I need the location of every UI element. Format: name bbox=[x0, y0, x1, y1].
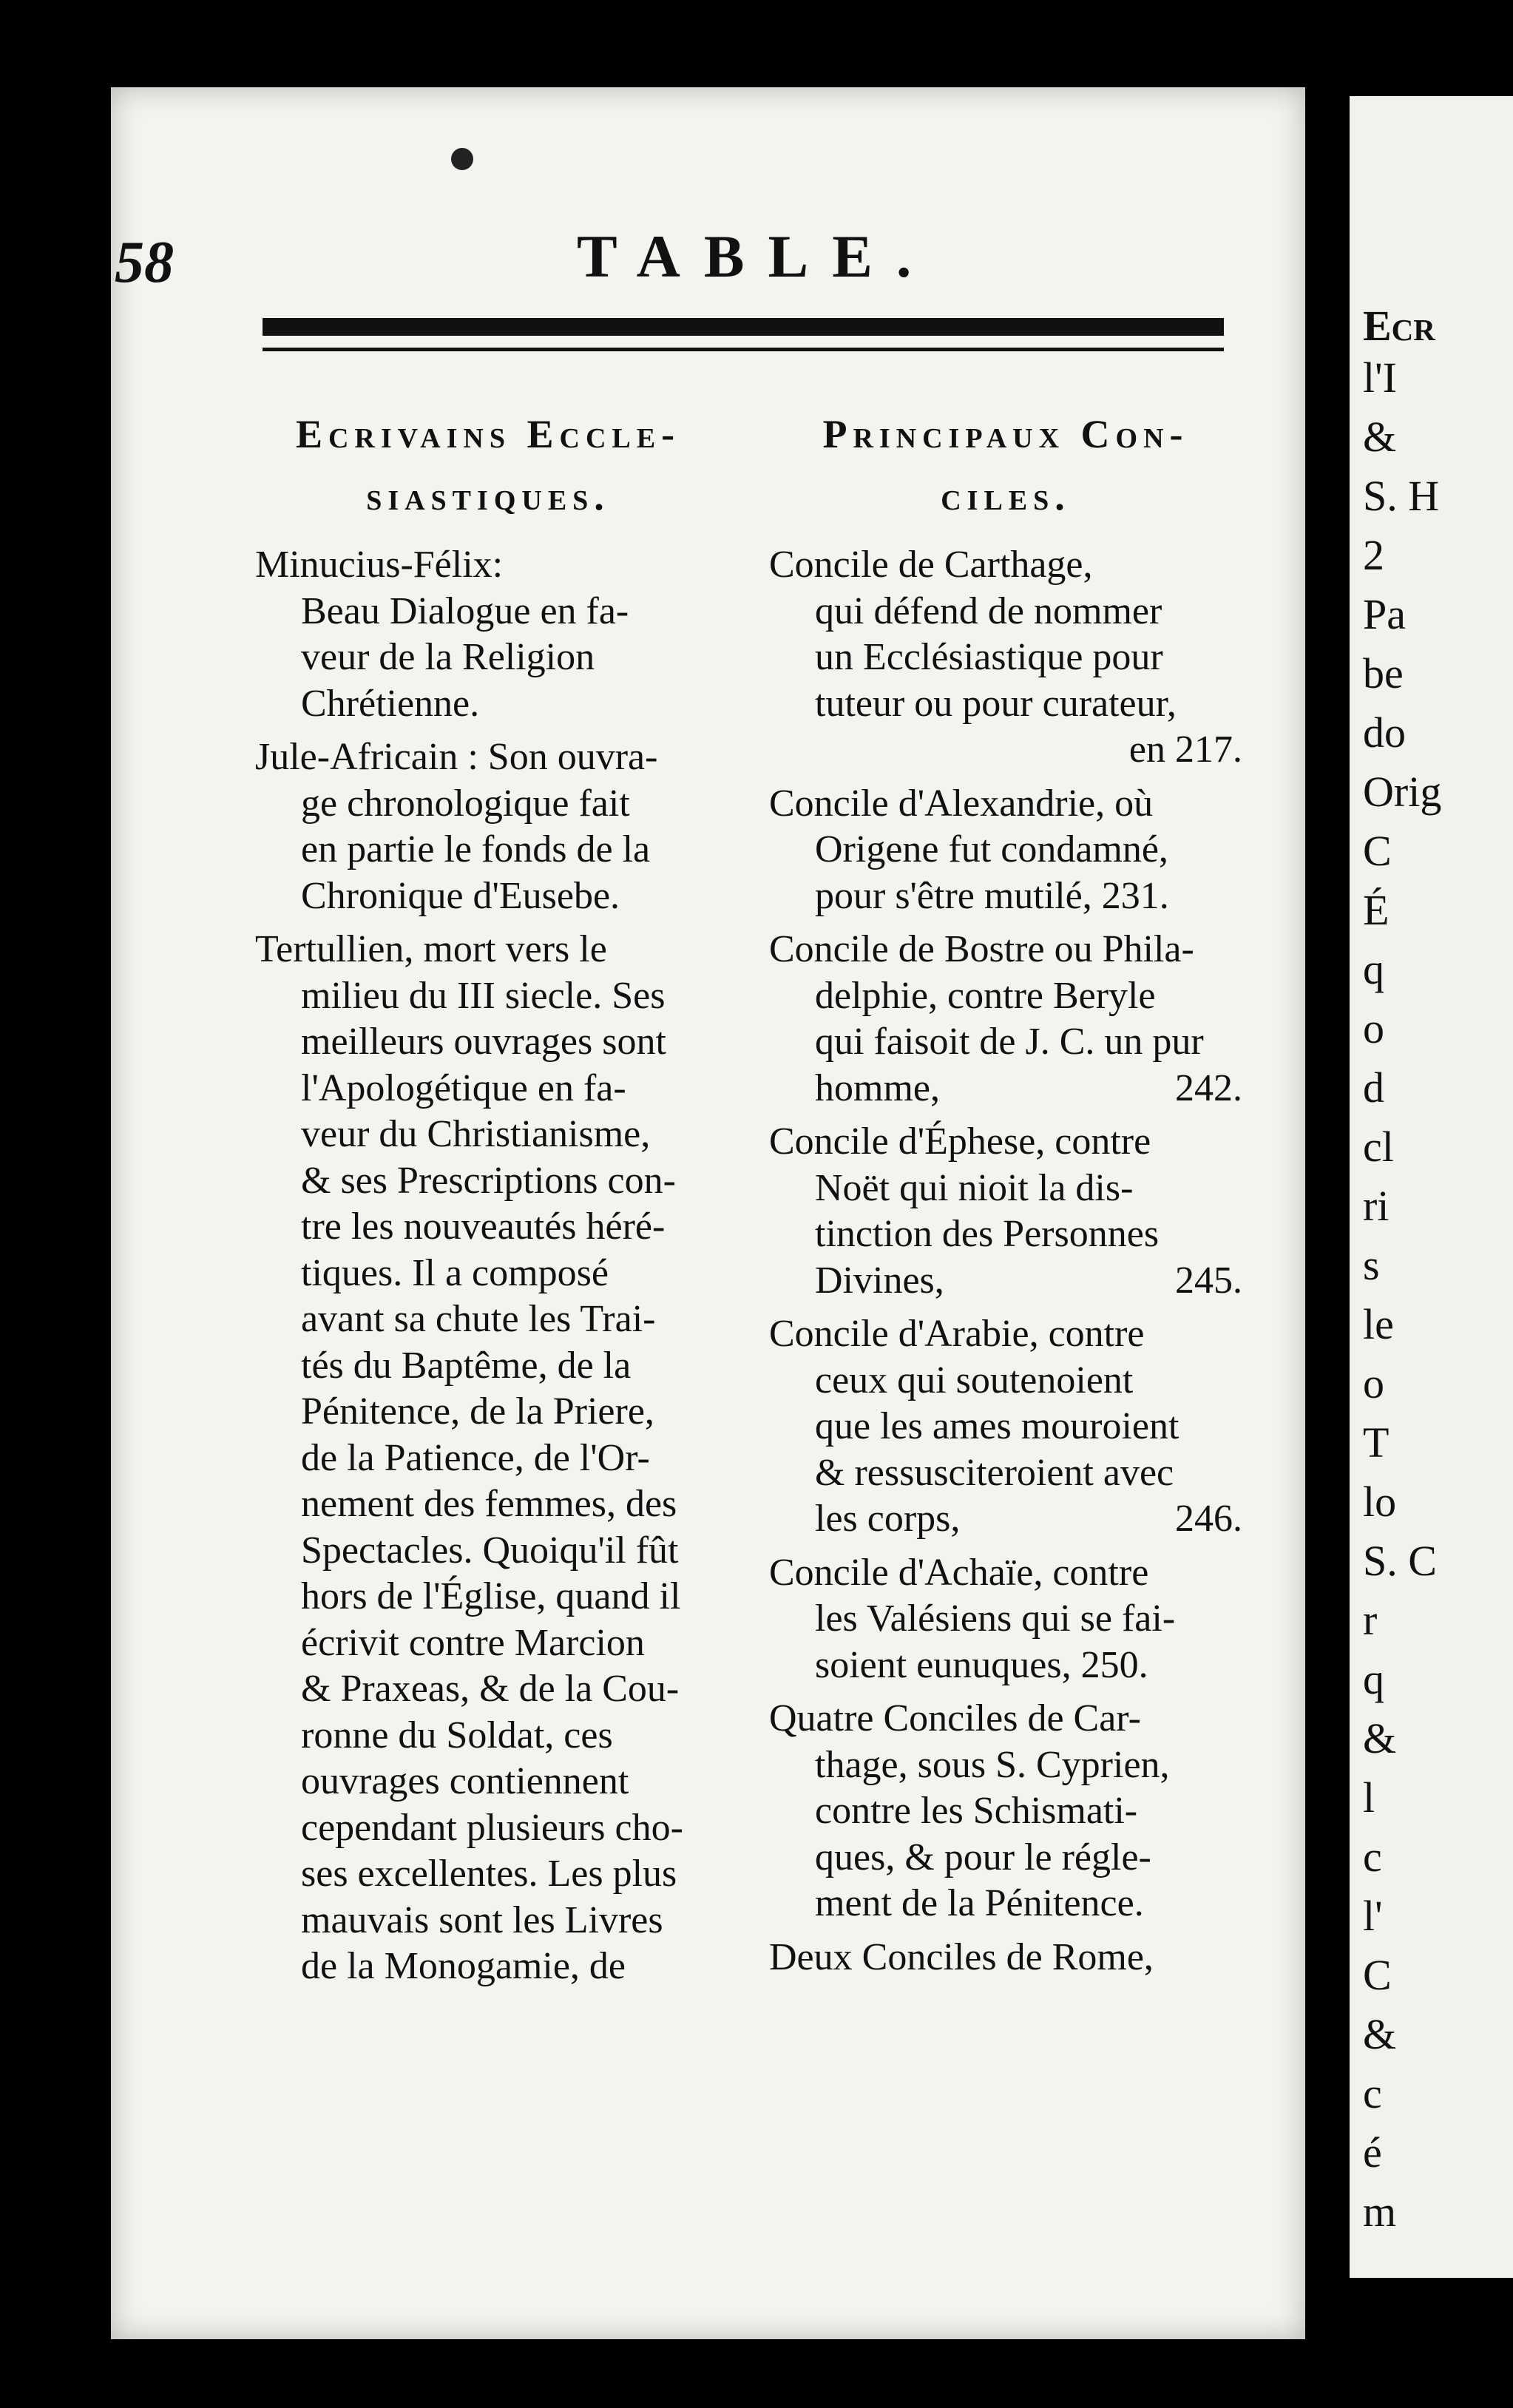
entry-line: Chronique d'Eusebe. bbox=[301, 874, 620, 917]
entry-line: mauvais sont les Livres bbox=[301, 1898, 663, 1941]
entry-line: qui faisoit de J. C. un pur bbox=[815, 1021, 1204, 1063]
entry-line: Noët qui nioit la dis- bbox=[815, 1166, 1134, 1209]
entry-text: les corps, bbox=[815, 1498, 961, 1540]
entry-line: de la Monogamie, de bbox=[301, 1945, 626, 1987]
heading-line: Principaux Con- bbox=[822, 412, 1189, 456]
table-entry bbox=[769, 781, 1242, 920]
entry-text: Divines, bbox=[815, 1259, 944, 1302]
entry-line bbox=[769, 1258, 1242, 1305]
entry-line: tre les nouveautés héré- bbox=[301, 1205, 666, 1248]
entry-line: ses excellentes. Les plus bbox=[301, 1853, 677, 1895]
header-rule-thin bbox=[263, 348, 1224, 351]
entry-line: milieu du III siecle. Ses bbox=[301, 974, 666, 1017]
facing-page-line: q bbox=[1363, 1655, 1384, 1703]
facing-page-line: m bbox=[1363, 2188, 1397, 2236]
facing-page-line: l' bbox=[1363, 1892, 1383, 1940]
right-column bbox=[769, 403, 1242, 1988]
entry-line: ge chronologique fait bbox=[301, 782, 630, 825]
entry-line: tinction des Personnes bbox=[815, 1213, 1160, 1255]
heading-line: Ecrivains Eccle- bbox=[295, 412, 681, 456]
entry-line: Beau Dialogue en fa- bbox=[301, 589, 629, 632]
entry-line: qui défend de nommer bbox=[815, 589, 1162, 632]
entry-line: contre les Schismati- bbox=[815, 1790, 1138, 1832]
table-entry bbox=[769, 1696, 1242, 1927]
entry-line: Concile de Carthage, bbox=[769, 544, 1093, 586]
entry-line: Concile d'Éphese, contre bbox=[769, 1120, 1151, 1163]
entry-line: Spectacles. Quoiqu'il fût bbox=[301, 1529, 679, 1572]
facing-page-line: É bbox=[1363, 886, 1390, 934]
entry-line: tiques. Il a composé bbox=[301, 1251, 609, 1294]
ink-blot bbox=[451, 148, 473, 170]
facing-page-line: o bbox=[1363, 1359, 1384, 1407]
facing-page-line: be bbox=[1363, 649, 1404, 697]
entry-page-ref: 246. bbox=[1175, 1498, 1242, 1540]
facing-page-line: c bbox=[1363, 1833, 1382, 1881]
facing-page-line: r bbox=[1363, 1596, 1378, 1644]
page-number: 58 bbox=[115, 230, 174, 295]
facing-page-line: le bbox=[1363, 1300, 1394, 1348]
entry-line: & ses Prescriptions con- bbox=[301, 1159, 676, 1202]
facing-page-line: Pa bbox=[1363, 590, 1406, 638]
entry-line: écrivit contre Marcion bbox=[301, 1621, 645, 1664]
entry-line: Concile d'Achaïe, contre bbox=[769, 1551, 1149, 1594]
entry-line: Concile d'Arabie, contre bbox=[769, 1313, 1145, 1355]
entry-page-ref: 242. bbox=[1175, 1066, 1242, 1109]
heading-line: siastiques. bbox=[366, 474, 610, 518]
table-entry bbox=[769, 542, 1242, 774]
entry-line: Concile de Bostre ou Phila- bbox=[769, 928, 1194, 970]
entry-line: les Valésiens qui se fai- bbox=[815, 1597, 1176, 1640]
table-entry bbox=[769, 1311, 1242, 1543]
facing-page-line: S. C bbox=[1363, 1537, 1437, 1585]
entry-line: delphie, contre Beryle bbox=[815, 974, 1156, 1017]
entry-line: ouvrages contiennent bbox=[301, 1760, 629, 1802]
entry-line: Deux Conciles de Rome, bbox=[769, 1935, 1154, 1978]
left-column bbox=[255, 403, 721, 1998]
entry-line: tés du Baptême, de la bbox=[301, 1344, 632, 1387]
entry-line: Tertullien, mort vers le bbox=[255, 928, 607, 970]
entry-line: Chrétienne. bbox=[301, 682, 480, 725]
facing-page-line: s bbox=[1363, 1241, 1380, 1289]
entry-line: veur du Christianisme, bbox=[301, 1113, 651, 1155]
entry-line: & Praxeas, & de la Cou- bbox=[301, 1668, 680, 1710]
left-entries bbox=[255, 542, 721, 1990]
entry-line: veur de la Religion bbox=[301, 636, 595, 678]
entry-line: Quatre Conciles de Car- bbox=[769, 1697, 1141, 1739]
entry-line: ques, & pour le régle- bbox=[815, 1836, 1151, 1878]
facing-page-line: S. H bbox=[1363, 472, 1440, 520]
entry-page-ref: en 217. bbox=[1128, 728, 1242, 771]
facing-page-line: & bbox=[1363, 413, 1397, 461]
running-title: TABLE. bbox=[577, 223, 935, 290]
right-entries bbox=[769, 542, 1242, 1981]
table-entry bbox=[255, 927, 721, 1990]
entry-line: Jule-Africain : Son ouvra- bbox=[255, 736, 658, 778]
left-column-heading bbox=[255, 403, 721, 527]
entry-page-ref: 245. bbox=[1175, 1259, 1242, 1302]
entry-line: nement des femmes, des bbox=[301, 1483, 677, 1525]
entry-line: Pénitence, de la Priere, bbox=[301, 1390, 654, 1433]
header-rule-thick bbox=[263, 318, 1224, 336]
entry-line: avant sa chute les Trai- bbox=[301, 1298, 656, 1340]
entry-line: & ressusciteroient avec bbox=[815, 1451, 1174, 1494]
facing-page-line: C bbox=[1363, 827, 1392, 875]
entry-line bbox=[769, 1496, 1242, 1543]
facing-page-line: do bbox=[1363, 708, 1406, 757]
facing-page-line: Orig bbox=[1363, 768, 1442, 816]
entry-line: Origene fut condamné, bbox=[815, 828, 1168, 870]
table-entry bbox=[769, 1550, 1242, 1689]
table-entry bbox=[255, 734, 721, 919]
facing-page-line: o bbox=[1363, 1004, 1384, 1052]
facing-page-line: T bbox=[1363, 1418, 1390, 1467]
entry-line: meilleurs ouvrages sont bbox=[301, 1021, 666, 1063]
entry-line: soient eunuques, 250. bbox=[815, 1643, 1148, 1686]
entry-line: que les ames mouroient bbox=[815, 1405, 1179, 1447]
facing-page-fragment bbox=[1350, 96, 1513, 2278]
table-entry bbox=[769, 927, 1242, 1112]
facing-page-line: cl bbox=[1363, 1123, 1394, 1171]
entry-line: pour s'être mutilé, 231. bbox=[815, 874, 1169, 917]
facing-page-line: l'I bbox=[1363, 354, 1397, 402]
entry-line: Minucius-Félix: bbox=[255, 544, 504, 586]
entry-line: l'Apologétique en fa- bbox=[301, 1066, 626, 1109]
right-column-heading bbox=[769, 403, 1242, 527]
facing-page-line: Ecr bbox=[1363, 302, 1435, 350]
facing-page-line: d bbox=[1363, 1063, 1384, 1112]
entry-line: ronne du Soldat, ces bbox=[301, 1714, 613, 1756]
entry-line: cependant plusieurs cho- bbox=[301, 1806, 683, 1849]
facing-page-line: q bbox=[1363, 945, 1384, 993]
entry-line: hors de l'Église, quand il bbox=[301, 1575, 681, 1617]
entry-text: homme, bbox=[815, 1066, 940, 1109]
facing-page-line: ri bbox=[1363, 1182, 1390, 1230]
entry-line: tuteur ou pour curateur, bbox=[815, 682, 1177, 725]
table-entry bbox=[769, 1935, 1242, 1981]
facing-page-line: C bbox=[1363, 1951, 1392, 1999]
facing-page-line: é bbox=[1363, 2128, 1382, 2177]
heading-line: ciles. bbox=[941, 474, 1071, 518]
entry-line: Concile d'Alexandrie, où bbox=[769, 782, 1154, 825]
table-entry bbox=[769, 1119, 1242, 1304]
facing-page-line: c bbox=[1363, 2069, 1382, 2117]
entry-line: ment de la Pénitence. bbox=[815, 1882, 1144, 1924]
facing-page-line: 2 bbox=[1363, 531, 1384, 579]
facing-page-line: & bbox=[1363, 2010, 1397, 2058]
facing-page-line: l bbox=[1363, 1773, 1375, 1822]
entry-line: ceux qui soutenoient bbox=[815, 1359, 1134, 1401]
facing-page-line: & bbox=[1363, 1714, 1397, 1762]
page-gutter bbox=[1305, 87, 1350, 2339]
entry-line bbox=[769, 1066, 1242, 1112]
entry-line: de la Patience, de l'Or- bbox=[301, 1436, 650, 1479]
table-entry bbox=[255, 542, 721, 727]
entry-line: thage, sous S. Cyprien, bbox=[815, 1743, 1170, 1786]
entry-line: en partie le fonds de la bbox=[301, 828, 651, 870]
facing-page-line: lo bbox=[1363, 1478, 1397, 1526]
entry-line: un Ecclésiastique pour bbox=[815, 636, 1163, 678]
